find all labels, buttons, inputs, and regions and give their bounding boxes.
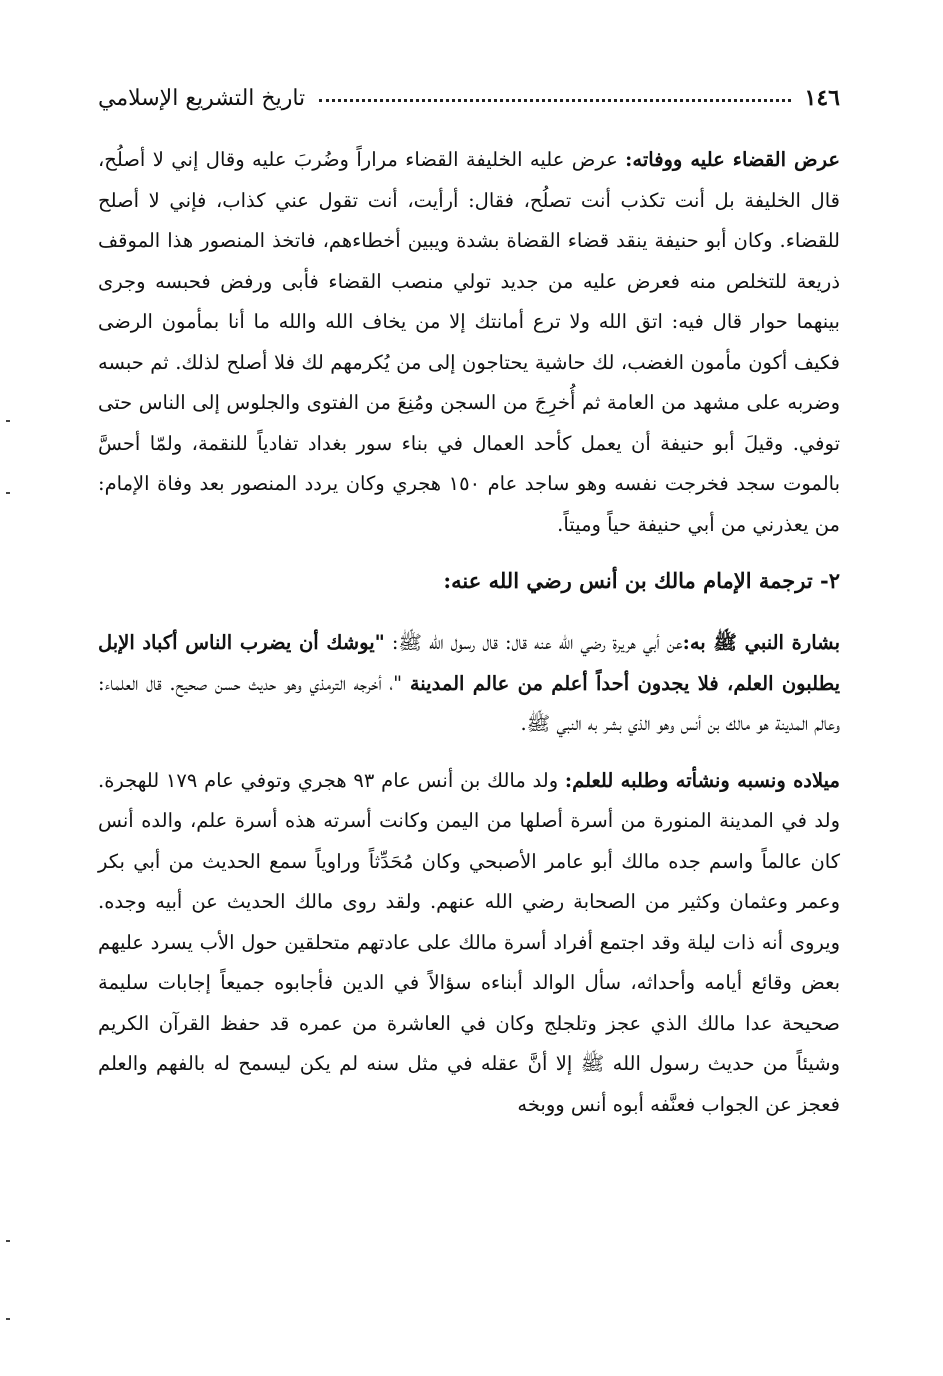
paragraph-text: عرض عليه الخليفة القضاء مراراً وضُربَ عليه وقال إني لا أصلُح، قال الخليفة بل أنت تكذب أنت تصلُح، فقال: أرأيت، أنت تقول عني كذاب، فإني لا أصلح للقضاء. وكان أبو حنيفة ينقد قضاء القضاة بشدة ويبين أخطاءهم، فاتخذ المنصور هذا الموقف ذريعة للتخلص منه فعرض عليه من جديد تولي منصب القضاء فأبى ورفض فحبسه وجرى بينهما حوار قال فيه: اتق الله ولا ترع أمانتك إلا من يخاف الله والله ما أنا بمأمون الرضى فكيف أكون مأمون الغضب، لك حاشية يحتاجون إلى من يُكرمهم لك فلا أصلح لذلك. ثم حبسه وضربه على مشهد من العامة ثم أُخرِجَ من السجن ومُنِعَ من الفتوى والجلوس إلى الناس حتى توفي. وقيلَ أبو حنيفة أن يعمل كأحد العمال في بناء سور بغداد تفادياً للنقمة، ولمّا أحسَّ بالموت سجد فخرجت نفسه وهو ساجد عام ١٥٠ هجري وكان يردد المنصور بعد وفاة الإمام: من يعذرني من أبي حنيفة حياً وميتاً. [98, 148, 841, 536]
book-page [98, 72, 840, 1141]
book-title: تاريخ التشريع الإسلامي [98, 85, 306, 111]
paragraph-text: عن أبي هريرة رضي الله عنه قال: قال رسول الله ﷺ: [384, 631, 683, 654]
paragraph-lead: بشارة النبي ﷺ به: [682, 631, 841, 654]
scan-edge-marks [0, 0, 20, 1376]
paragraph-glad-tidings [98, 623, 840, 745]
scan-mark [6, 492, 10, 494]
scan-mark [6, 420, 10, 422]
hadith-quote: "يوشك أن يضرب الناس أكباد الإبل يطلبون العلم، فلا يجدون أحداً أعلم من عالم المدينة [98, 631, 841, 695]
paragraph-text: "، أخرجه الترمذي وهو حديث حسن صحيح. قال العلماء: وعالم المدينة هو مالك بن أنس وهو الذي بشر به النبي ﷺ. [98, 671, 840, 735]
paragraph-birth [98, 761, 840, 1126]
paragraph-judiciary [98, 140, 840, 545]
paragraph-lead: ميلاده ونسبه ونشأته وطلبه للعلم: [564, 768, 840, 792]
paragraph-lead: عرض القضاء عليه ووفاته: [625, 148, 841, 171]
paragraph-text: ولد مالك بن أنس عام ٩٣ هجري وتوفي عام ١٧٩ للهجرة. ولد في المدينة المنورة من أسرة أصلها من اليمن وكانت أسرته هذه أسرة علم، والده أنس كان عالماً واسم جده مالك أبو عامر الأصبحي وكان مُحَدِّثاً وراوياً سمع الحديث من أبي بكر وعمر وعثمان وكثير من الصحابة رضي الله عنهم. ولقد روى مالك الحديث عن أبيه وجده. ويروى أنه ذات ليلة وقد اجتمع أفراد أسرة مالك على عادتهم متحلقين حول الأب يسرد عليهم بعض وقائع أيامه وأحداثه، سأل الوالد أبناءه سؤالاً في الدين فأجابوه جميعاً إجابات سليمة صحيحة عدا مالك الذي عجز وتلجلج وكان في العاشرة من عمره قد حفظ القرآن الكريم وشيئاً من حديث رسول الله ﷺ إلا أنَّ عقله في مثل سنه لم يكن ليسمح له بالفهم والعلم فعجز عن الجواب فعنَّفه أبوه أنس ووبخه [98, 768, 840, 1116]
section-heading: ٢- ترجمة الإمام مالك بن أنس رضي الله عنه: [443, 568, 840, 593]
page-number: ١٤٦ [804, 85, 840, 111]
scan-mark [6, 1318, 10, 1320]
running-header [98, 72, 840, 124]
header-dotted-rule [319, 99, 790, 102]
scan-mark [6, 1240, 10, 1242]
